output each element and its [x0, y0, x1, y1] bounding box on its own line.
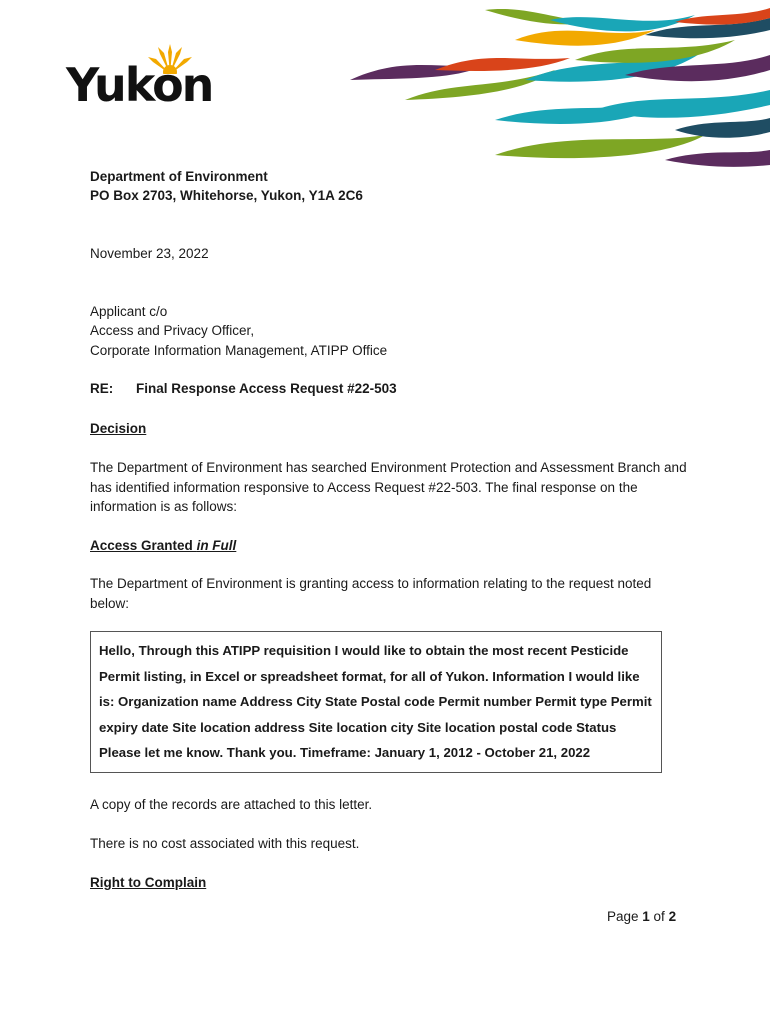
access-heading-italic: in Full	[196, 538, 237, 553]
recipient-line-2: Access and Privacy Officer,	[90, 323, 255, 338]
yukon-logo	[66, 44, 216, 112]
re-label: RE:	[90, 381, 114, 396]
access-body: The Department of Environment is granting access to information relating to the request noted below:	[90, 576, 652, 611]
sender-department: Department of Environment	[90, 169, 268, 184]
access-heading	[90, 536, 236, 556]
access-heading-prefix: Access Granted	[90, 538, 197, 553]
letter-date: November 23, 2022	[90, 246, 209, 261]
decorative-ribbons	[345, 0, 770, 175]
page-number	[607, 909, 676, 924]
copy-note: A copy of the records are attached to this letter.	[90, 797, 373, 812]
cost-note: There is no cost associated with this request.	[90, 836, 360, 851]
request-quote-box: Hello, Through this ATIPP requisition I would like to obtain the most recent Pesticide Permit listing, in Excel or spreadsheet format, for all of Yukon. Information I would like is: Organization name Address City State Postal code Permit number Permit type Permit expiry date Site location address Site location city Site location postal code Status Please let me know. Thank you. Timeframe: January 1, 2012 - October 21, 2022	[90, 631, 662, 773]
recipient-line-1: Applicant c/o	[90, 304, 168, 319]
page-label: Page	[607, 909, 643, 924]
logo-wordmark: Yukon	[66, 58, 213, 112]
decision-body: The Department of Environment has searched Environment Protection and Assessment Branch and has identified information responsive to Access Request #22-503. The final response on the information is as follows:	[90, 460, 687, 514]
sender-address: PO Box 2703, Whitehorse, Yukon, Y1A 2C6	[90, 188, 363, 203]
page-total: 2	[668, 909, 677, 924]
re-subject: Final Response Access Request #22-503	[136, 381, 397, 396]
page-of: of	[649, 909, 669, 924]
page-current: 1	[642, 909, 650, 924]
recipient-line-3: Corporate Information Management, ATIPP Office	[90, 343, 388, 358]
complain-heading: Right to Complain	[90, 875, 207, 890]
decision-heading: Decision	[90, 421, 147, 436]
